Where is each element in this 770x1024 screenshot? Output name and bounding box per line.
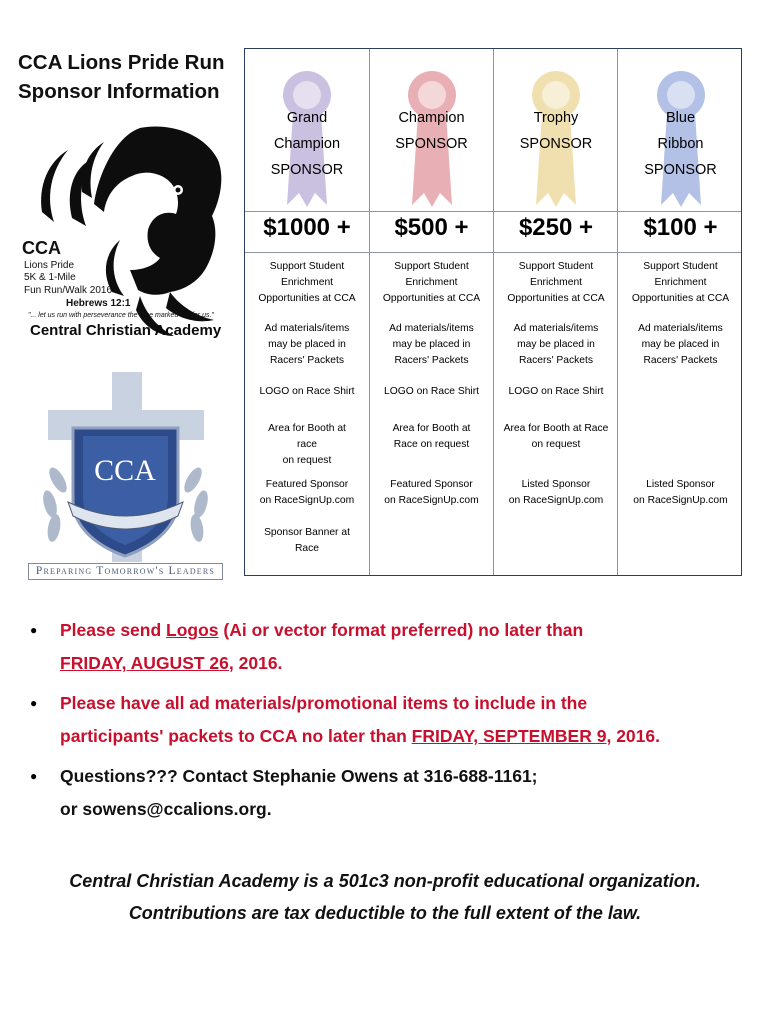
seal-letters: CCA [94,454,156,487]
benefit-ads: Ad materials/items may be placed in Racers' Packets [264,323,350,366]
footer-line-1: Central Christian Academy is a 501c3 non-profit educational organization. [69,871,701,891]
tier-header: Blue Ribbon SPONSOR [644,110,717,178]
benefit-listing: Featured Sponsor on RaceSignUp.com [384,479,479,506]
logos-text: Logos [166,620,219,640]
benefit-logo: LOGO on Race Shirt [508,386,604,397]
logo-race-distance: 5K & 1-Mile [24,272,76,283]
benefit-listing: Listed Sponsor on RaceSignUp.com [508,479,604,506]
list-item: ● Questions??? Contact Stephanie Owens at 316-688-1161; or sowens@ccalions.org. [30,766,538,819]
list-item: ● Please send Logos (Ai or vector format preferred) no later than FRIDAY, AUGUST 26, 2016. [30,620,584,673]
benefit-booth: Area for Booth at Race on request [503,423,609,450]
benefit-logo: LOGO on Race Shirt [259,386,355,397]
tier-price: $250 + [518,214,594,241]
benefit-logo: LOGO on Race Shirt [384,386,479,397]
benefit-ads: Ad materials/items may be placed in Racers' Packets [513,323,599,366]
benefit-listing: Listed Sponsor on RaceSignUp.com [633,479,728,506]
list-item: ● Please have all ad materials/promotional items to include in the participants' packets to CCA no later than FRIDAY, SEPTEMBER 9, 2016. [30,693,660,746]
tier-price: $100 + [643,214,718,241]
benefit-booth: Area for Booth at race on request [268,423,346,466]
benefit-ads: Ad materials/items may be placed in Racers' Packets [389,323,474,366]
benefit-enrich: Support Student Enrichment Opportunities at CCA [382,261,481,304]
logo-verse-ref: Hebrews 12:1 [66,298,131,309]
logo-cca-text: CCA [22,238,61,258]
logo-fun-run: Fun Run/Walk 2016 [24,285,113,296]
instructions-list [30,614,750,833]
benefit-booth: Area for Booth at Race on request [392,423,471,450]
contact-email: or sowens@ccalions.org. [60,799,272,819]
materials-deadline: FRIDAY, SEPTEMBER 9 [411,726,607,746]
benefit-banner: Sponsor Banner at Race [264,527,350,554]
benefit-enrich: Support Student Enrichment Opportunities at CCA [631,261,730,304]
footer-line-2: Contributions are tax deductible to the full extent of the law. [128,903,642,923]
page-title: CCA Lions Pride Run Sponsor Information [18,51,225,103]
benefit-listing: Featured Sponsor on RaceSignUp.com [259,479,355,506]
logo-verse: "... let us run with perseverance the race marked out for us." [28,312,214,319]
sponsor-table [244,48,742,576]
benefit-enrich: Support Student Enrichment Opportunities at CCA [507,261,605,304]
tier-price: $500 + [394,214,469,241]
benefit-enrich: Support Student Enrichment Opportunities at CCA [258,261,356,304]
seal-caption: Preparing Tomorrow's Leaders [28,563,223,580]
contact-line: Questions??? Contact Stephanie Owens at 316-688-1161; [60,766,538,786]
logo-deadline: FRIDAY, AUGUST 26 [60,653,229,673]
school-seal-icon [28,365,223,575]
benefit-ads: Ad materials/items may be placed in Racers' Packets [638,323,723,366]
logo-lions-pride: Lions Pride [24,260,75,271]
tier-header: Trophy SPONSOR [519,110,593,152]
tier-header: Champion SPONSOR [395,110,468,152]
price-divider-bottom [245,252,741,253]
logo-school-name: Central Christian Academy [30,322,222,339]
tier-header: Grand Champion SPONSOR [270,110,344,178]
tier-price: $1000 + [263,214,351,241]
